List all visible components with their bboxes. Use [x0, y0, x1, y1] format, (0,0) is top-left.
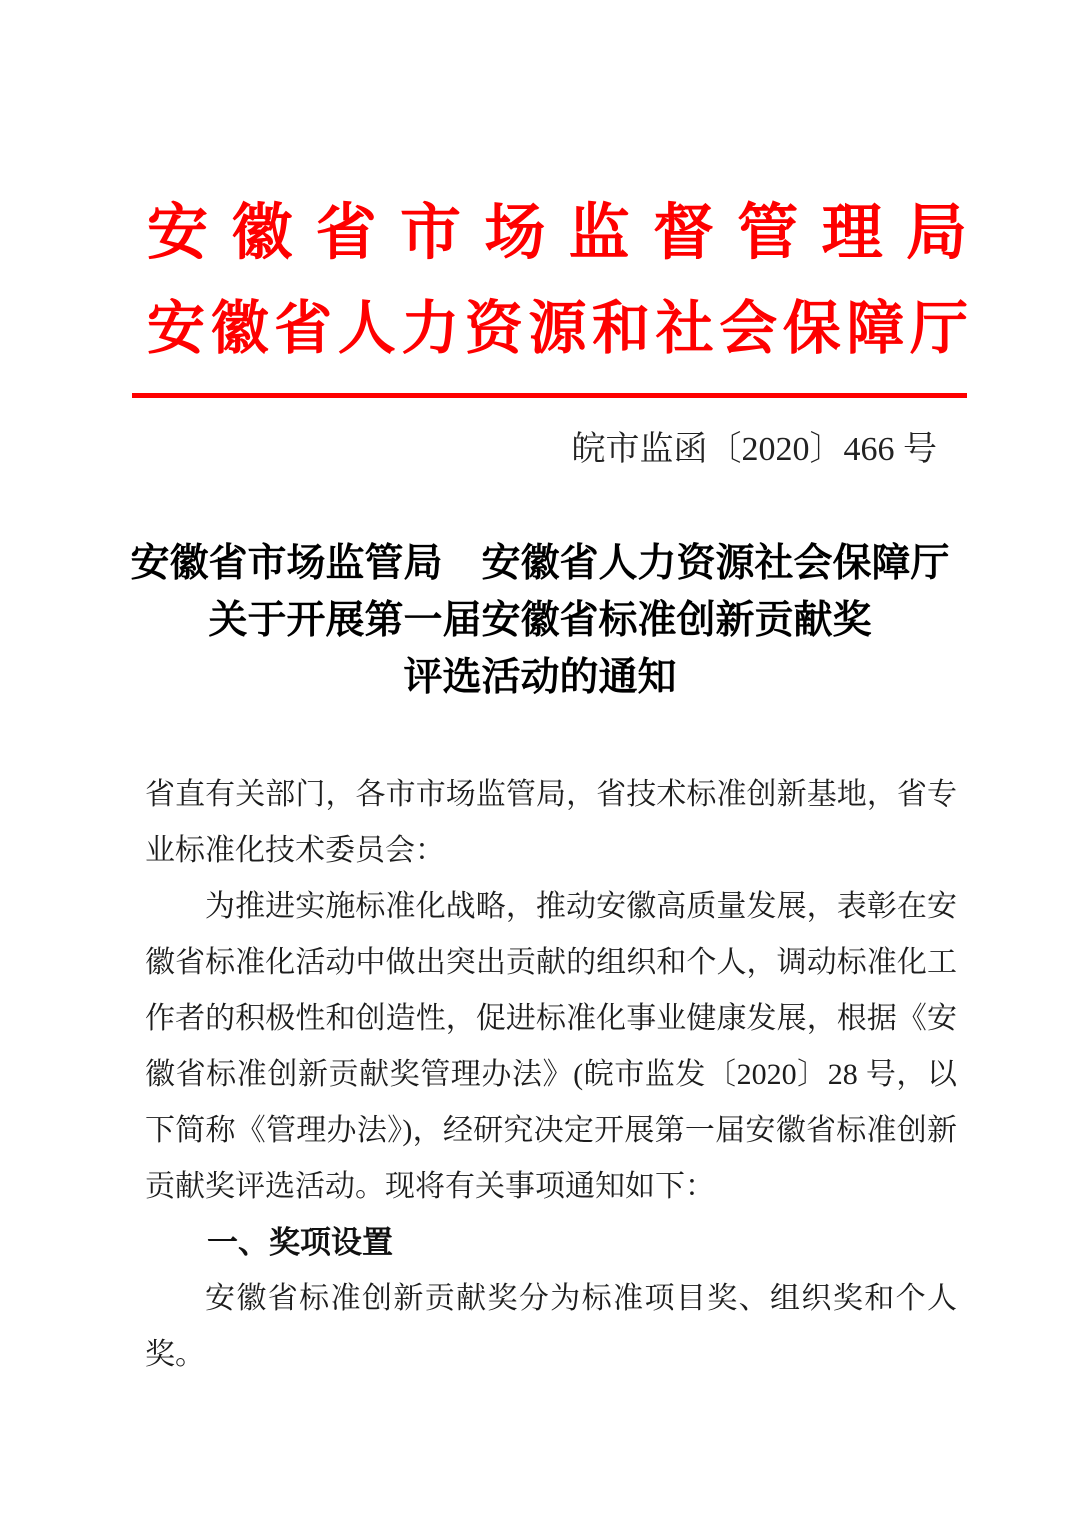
document-number: 皖市监函〔2020〕466 号 [571, 431, 937, 468]
document-title [0, 535, 1080, 706]
section-1-heading: 一、奖项设置 [207, 1225, 393, 1260]
salutation: 省直有关部门，各市市场监管局，省技术标准创新基地，省专业标准化技术委员会： [145, 778, 957, 867]
red-divider-rule [132, 393, 967, 398]
document-title-line-2: 关于开展第一届安徽省标准创新贡献奖 [208, 599, 872, 642]
document-body [145, 767, 957, 1383]
document-title-line-1: 安徽省市场监管局 安徽省人力资源社会保障厅 [130, 542, 950, 585]
document-title-line-3: 评选活动的通知 [403, 656, 677, 699]
section-1-paragraph: 安徽省标准创新贡献奖分为标准项目奖、组织奖和个人奖。 [145, 1282, 957, 1371]
intro-paragraph: 为推进实施标准化战略，推动安徽高质量发展，表彰在安徽省标准化活动中做出突出贡献的组织和个人，调动标准化工作者的积极性和创造性，促进标准化事业健康发展，根据《安徽省标准创新贡献奖管理办法》(皖市监发〔2020〕28 号，以下简称《管理办法》)，经研究决定开展第一届安徽省标准创新贡献奖评选活动。现将有关事项通知如下： [145, 890, 957, 1203]
letterhead-agency-line-1: 安 徽 省 市 场 监 督 管 理 局 [147, 200, 967, 267]
letterhead-agency-line-2: 安 徽 省 人 力 资 源 和 社 会 保 障 厅 [147, 296, 968, 361]
